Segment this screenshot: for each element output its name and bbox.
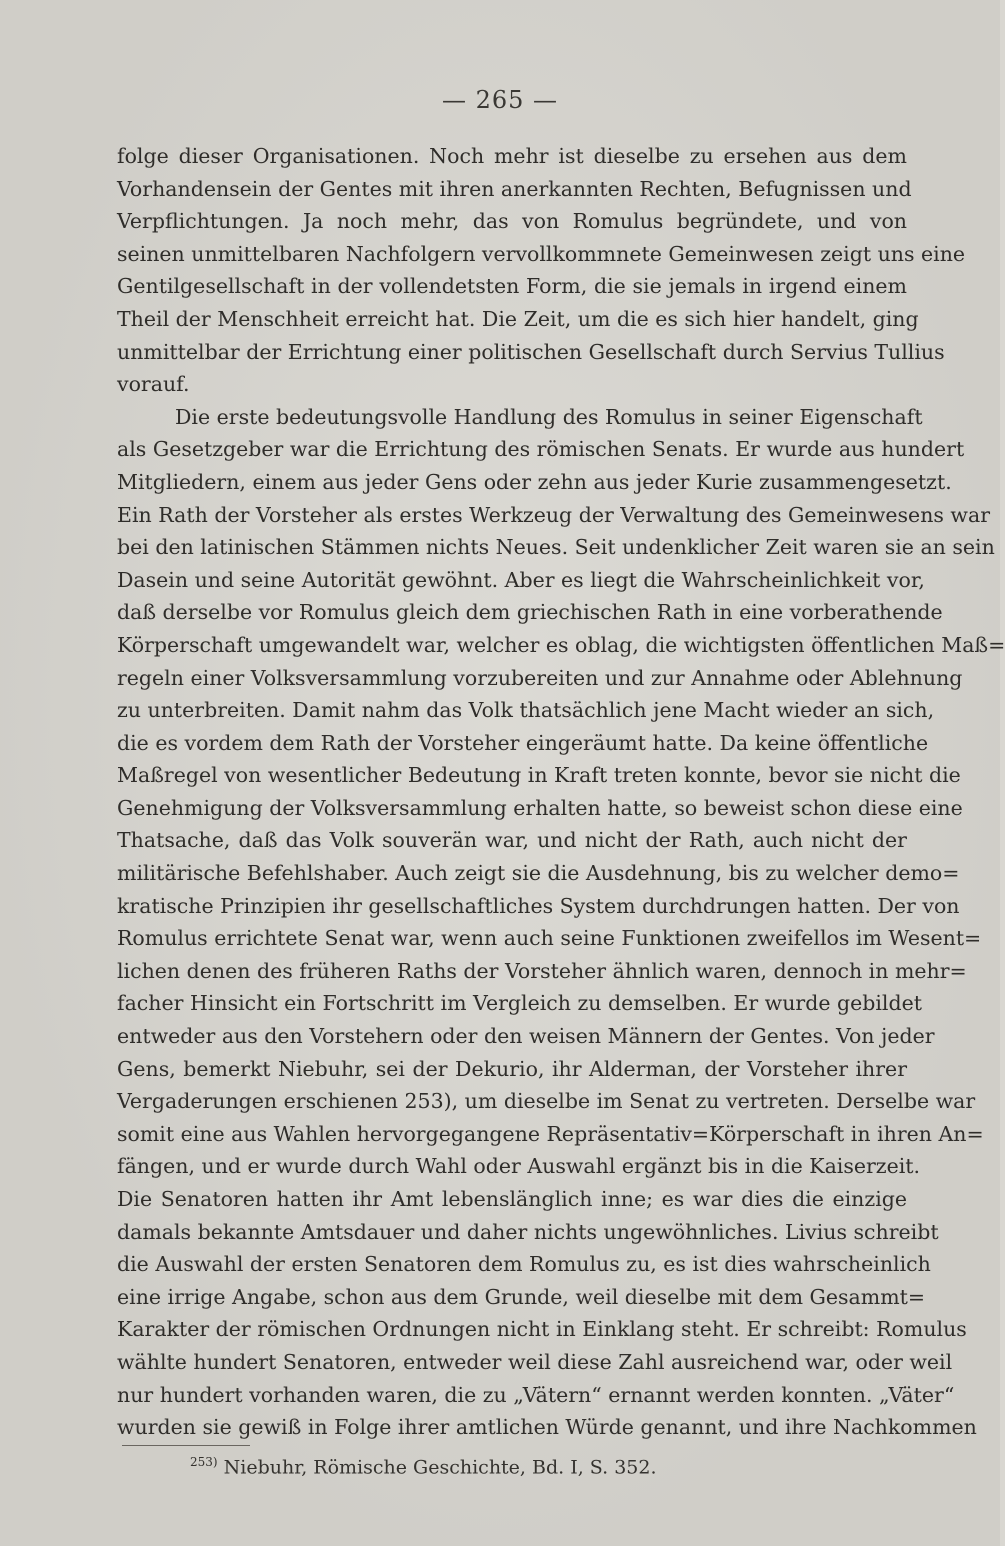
text-line: Maßregel von wesentlicher Bedeutung in Kraft treten konnte, bevor sie nicht die — [117, 763, 961, 788]
body-text — [117, 140, 1005, 1444]
text-line: Die erste bedeutungsvolle Handlung des Romulus in seiner Eigenschaft — [175, 404, 923, 429]
text-line: eine irrige Angabe, schon aus dem Grunde, weil dieselbe mit dem Gesammt= — [117, 1284, 926, 1309]
text-line: regeln einer Volksversammlung vorzubereiten und zur Annahme oder Ablehnung — [117, 665, 963, 690]
text-line: Körperschaft umgewandelt war, welcher es oblag, die wichtigsten öffentlichen Maß= — [117, 632, 1005, 657]
text-line: Die Senatoren hatten ihr Amt lebenslänglich inne; es war dies die einzige — [117, 1187, 907, 1211]
text-line: Thatsache, daß das Volk souverän war, und nicht der Rath, auch nicht der — [117, 828, 907, 853]
text-line: Vorhandensein der Gentes mit ihren anerkannten Rechten, Befugnissen und — [117, 176, 912, 201]
footnote-text: Niebuhr, Römische Geschichte, Bd. I, S. 352. — [223, 1456, 657, 1479]
page-number-header: — 265 — — [441, 86, 559, 114]
text-line: Verpflichtungen. Ja noch mehr, das von Romulus begründete, und von — [117, 209, 907, 234]
text-line: vorauf. — [117, 372, 190, 397]
text-line: die Auswahl der ersten Senatoren dem Romulus zu, es ist dies wahrscheinlich — [117, 1252, 931, 1277]
text-line: facher Hinsicht ein Fortschritt im Vergleich zu demselben. Er wurde gebildet — [117, 991, 922, 1016]
text-line: Gentilgesellschaft in der vollendetsten Form, die sie jemals in irgend einem — [117, 274, 907, 299]
text-line: zu unterbreiten. Damit nahm das Volk thatsächlich jene Macht wieder an sich, — [117, 698, 935, 723]
text-line: wählte hundert Senatoren, entweder weil diese Zahl ausreichend war, oder weil — [117, 1349, 953, 1374]
footnote-divider — [122, 1445, 250, 1446]
footnote — [190, 1455, 657, 1478]
text-line: entweder aus den Vorstehern oder den weisen Männern der Gentes. Von jeder — [117, 1024, 935, 1049]
footnote-mark: 253) — [190, 1455, 218, 1469]
text-line: Theil der Menschheit erreicht hat. Die Zeit, um die es sich hier handelt, ging — [117, 306, 919, 331]
text-line: als Gesetzgeber war die Errichtung des römischen Senats. Er wurde aus hundert — [117, 437, 965, 462]
text-line: damals bekannte Amtsdauer und daher nichts ungewöhnliches. Livius schreibt — [117, 1219, 939, 1244]
text-line: Ein Rath der Vorsteher als erstes Werkzeug der Verwaltung des Gemeinwesens war — [117, 502, 991, 527]
text-line: kratische Prinzipien ihr gesellschaftliches System durchdrungen hatten. Der von — [117, 893, 960, 918]
text-line: folge dieser Organisationen. Noch mehr ist dieselbe zu ersehen aus dem — [117, 144, 907, 168]
text-line: Dasein und seine Autorität gewöhnt. Aber es liegt die Wahrscheinlichkeit vor, — [117, 567, 925, 592]
text-line: Karakter der römischen Ordnungen nicht in Einklang steht. Er schreibt: Romulus — [117, 1317, 967, 1342]
text-line: somit eine aus Wahlen hervorgegangene Repräsentativ=Körperschaft in ihren An= — [117, 1121, 984, 1146]
text-line: daß derselbe vor Romulus gleich dem griechischen Rath in eine vorberathende — [117, 600, 943, 625]
text-line: Vergaderungen erschienen 253), um dieselbe im Senat zu vertreten. Derselbe war — [117, 1089, 976, 1114]
text-line: wurden sie gewiß in Folge ihrer amtlichen Würde genannt, und ihre Nachkommen — [117, 1415, 977, 1440]
text-line: bei den latinischen Stämmen nichts Neues. Seit undenklicher Zeit waren sie an sein — [117, 535, 995, 560]
text-line: die es vordem dem Rath der Vorsteher eingeräumt hatte. Da keine öffentliche — [117, 730, 929, 755]
text-line: militärische Befehlshaber. Auch zeigt sie die Ausdehnung, bis zu welcher demo= — [117, 861, 960, 886]
text-line: Romulus errichtete Senat war, wenn auch seine Funktionen zweifellos im Wesent= — [117, 926, 982, 951]
text-line: Gens, bemerkt Niebuhr, sei der Dekurio, ihr Alderman, der Vorsteher ihrer — [117, 1056, 907, 1081]
text-line: fängen, und er wurde durch Wahl oder Auswahl ergänzt bis in die Kaiserzeit. — [117, 1154, 921, 1179]
text-line: Mitgliedern, einem aus jeder Gens oder zehn aus jeder Kurie zusammengesetzt. — [117, 469, 952, 494]
text-line: unmittelbar der Errichtung einer politischen Gesellschaft durch Servius Tullius — [117, 339, 945, 364]
text-line: lichen denen des früheren Raths der Vorsteher ähnlich waren, dennoch in mehr= — [117, 958, 967, 983]
text-line: nur hundert vorhanden waren, die zu „Vätern“ ernannt werden konnten. „Väter“ — [117, 1382, 955, 1407]
text-line: Genehmigung der Volksversammlung erhalten hatte, so beweist schon diese eine — [117, 795, 963, 820]
text-line: seinen unmittelbaren Nachfolgern vervollkommnete Gemeinwesen zeigt uns eine — [117, 241, 966, 266]
